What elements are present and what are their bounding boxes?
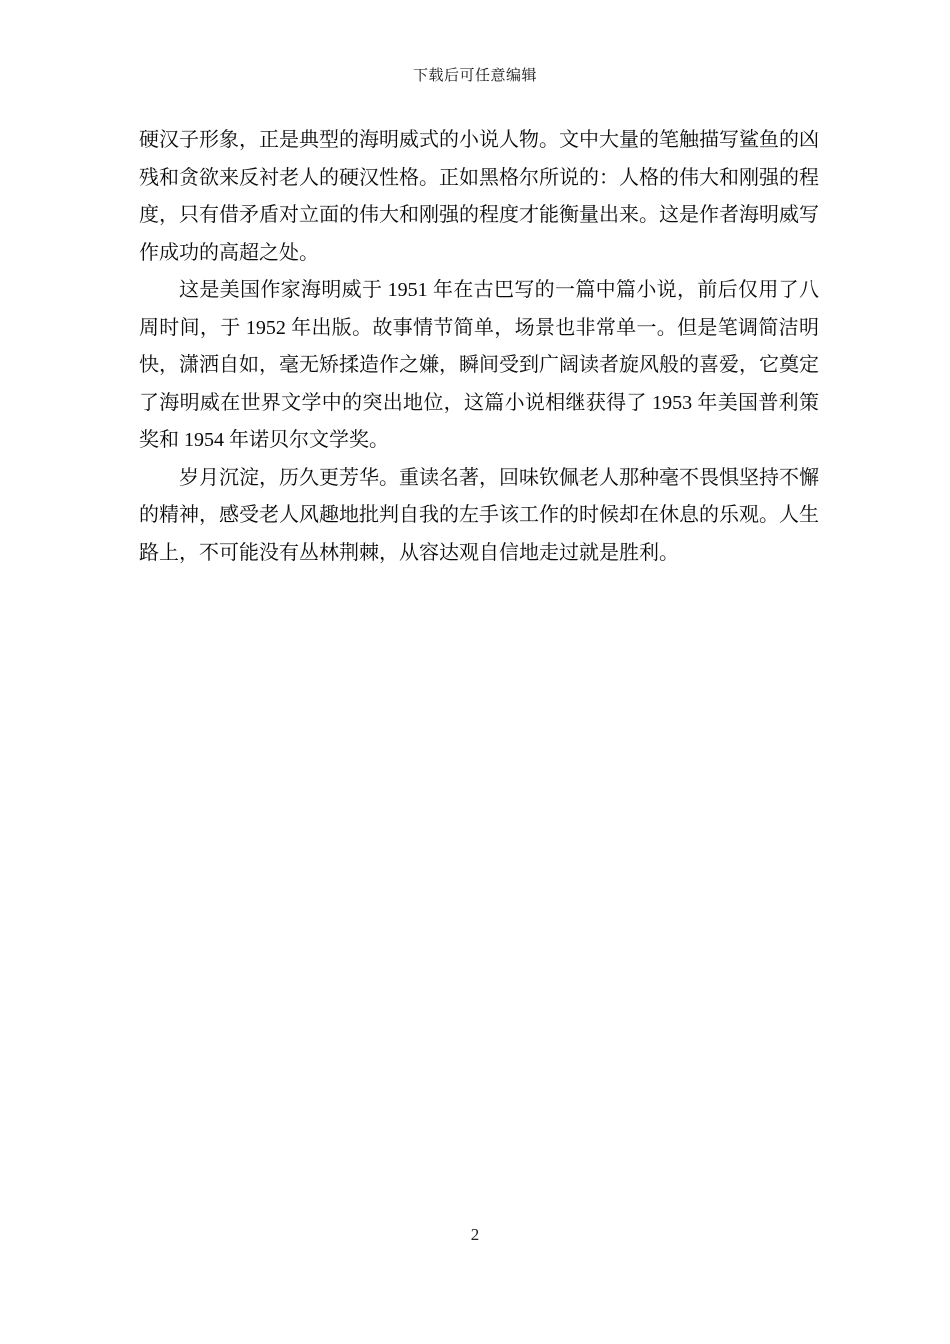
- page-header: [0, 67, 950, 85]
- header-text: 下载后可任意编辑: [412, 68, 537, 84]
- paragraph-1: 硬汉子形象，正是典型的海明威式的小说人物。文中大量的笔触描写鲨鱼的凶残和贪欲来反衬老人的硬汉性格。正如黑格尔所说的：人格的伟大和刚强的程度，只有借矛盾对立面的伟大和刚强的程度才能衡量出来。这是作者海明威写作成功的高超之处。: [139, 129, 819, 264]
- paragraph-2: 这是美国作家海明威于 1951 年在古巴写的一篇中篇小说，前后仅用了八周时间，于 1952 年出版。故事情节简单，场景也非常单一。但是笔调简洁明快，潇洒自如，毫无矫揉造作之嫌，瞬间受到广阔读者旋风般的喜爱，它奠定了海明威在世界文学中的突出地位，这篇小说相继获得了 1953 年美国普利策奖和 1954 年诺贝尔文学奖。: [139, 279, 819, 451]
- paragraph-3: 岁月沉淀，历久更芳华。重读名著，回味钦佩老人那种毫不畏惧坚持不懈的精神，感受老人风趣地批判自我的左手该工作的时候却在休息的乐观。人生路上，不可能没有丛林荆棘，从容达观自信地走过就是胜利。: [139, 466, 819, 564]
- document-body: [139, 122, 819, 572]
- page-number: 2: [470, 1225, 480, 1244]
- page-footer: [0, 1225, 950, 1245]
